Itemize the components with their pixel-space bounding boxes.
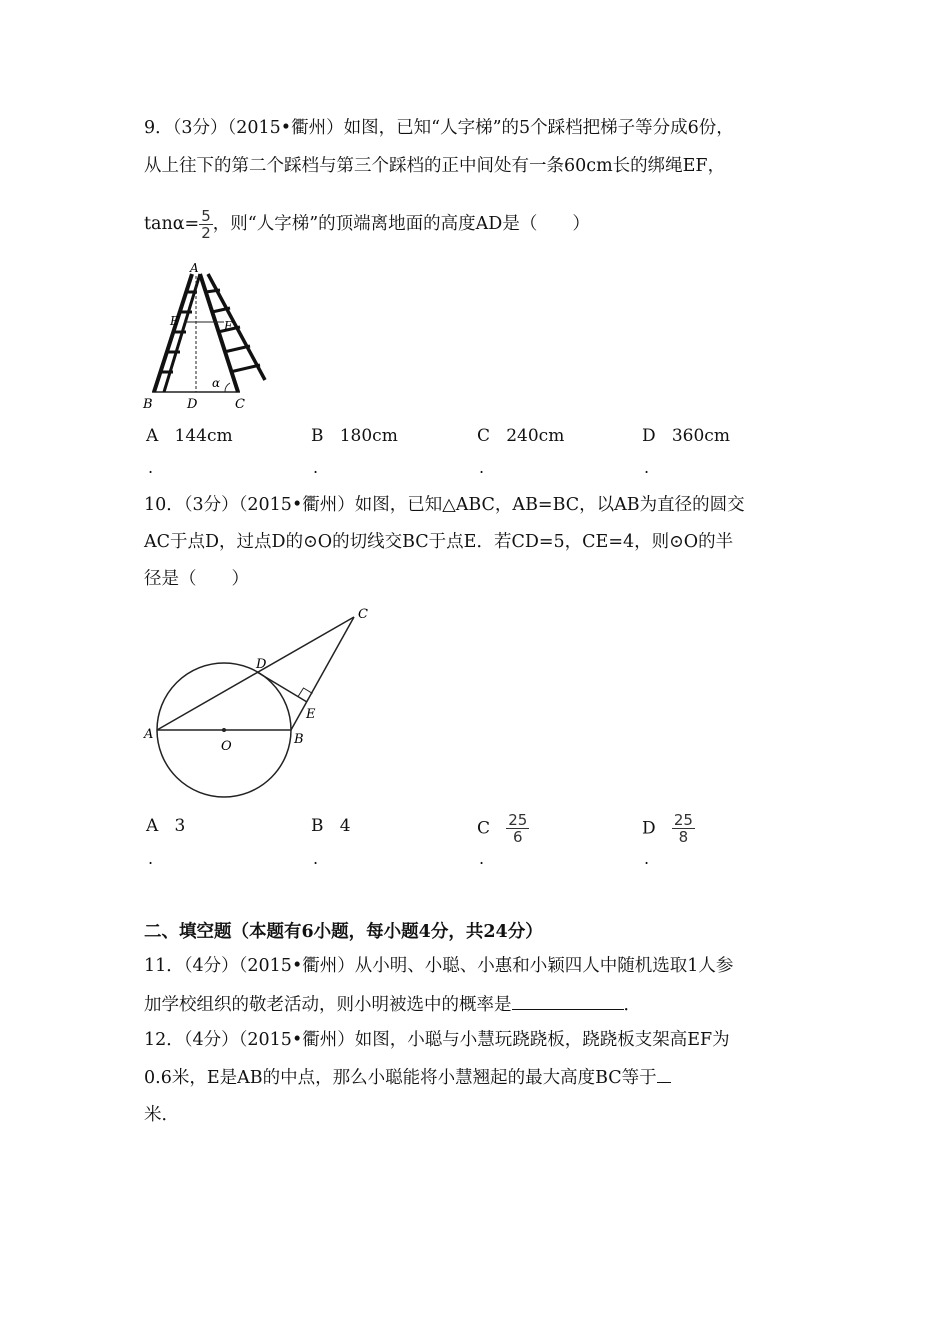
q9-dot-c: .: [479, 458, 485, 477]
q9-option-b[interactable]: [311, 426, 398, 446]
q10-option-b-letter: B: [311, 816, 324, 836]
q12-answer-blank[interactable]: [657, 1066, 671, 1083]
circle-label-B: B: [294, 732, 304, 747]
circle-label-E: E: [306, 707, 316, 722]
q9-option-d[interactable]: [642, 426, 730, 446]
q10-option-d-fraction: [672, 812, 695, 845]
q10-dot-c: .: [479, 849, 485, 868]
q12-line-2: [144, 1066, 671, 1089]
q9-option-a-letter: A: [146, 426, 159, 446]
ladder-label-A: A: [190, 262, 199, 275]
q10-line-2: AC于点D，过点D的⊙O的切线交BC于点E．若CD=5，CE=4，则⊙O的半: [144, 532, 734, 552]
q10-dot-a: .: [148, 849, 154, 868]
q9-option-b-text: 180cm: [339, 426, 398, 446]
q9-line-3: [144, 208, 590, 241]
q9-frac-num: 5: [201, 207, 211, 225]
q9-line-2: 从上往下的第二个踩档与第三个踩档的正中间处有一条60cm长的绑绳EF，: [144, 156, 726, 176]
circle-label-D: D: [256, 657, 267, 672]
ladder-label-E: E: [170, 314, 179, 328]
ladder-label-B: B: [143, 397, 153, 412]
q11-answer-blank[interactable]: [512, 993, 624, 1010]
q9-option-a-text: 144cm: [174, 426, 233, 446]
ladder-label-C: C: [235, 397, 245, 412]
q12-line-3: 米．: [144, 1105, 179, 1125]
q10-option-a-text: 3: [174, 816, 186, 836]
q9-frac-den: 2: [201, 224, 211, 242]
segment-AC: [157, 617, 354, 730]
q9-tan-fraction: [199, 208, 213, 241]
q10-circle-figure: [140, 600, 380, 805]
q9-option-c-letter: C: [477, 426, 491, 446]
q11-line-1: 11．（4分）（2015•衢州）从小明、小聪、小惠和小颖四人中随机选取1人参: [144, 956, 734, 976]
center-point-O: [222, 728, 226, 732]
circle-label-C: C: [358, 607, 368, 622]
q10-option-b-text: 4: [339, 816, 351, 836]
q10-option-d-den: 8: [678, 828, 689, 846]
q9-dot-b: .: [313, 458, 319, 477]
section-2-title: 二、填空题（本题有6小题，每小题4分，共24分）: [144, 922, 543, 942]
ladder-label-alpha: α: [212, 376, 221, 390]
q9-tan-prefix: tanα=: [144, 214, 200, 234]
q10-option-c[interactable]: [477, 812, 529, 845]
q9-dot-a: .: [148, 458, 154, 477]
q9-option-d-text: 360cm: [671, 426, 730, 446]
q10-option-d-letter: D: [642, 818, 656, 839]
q10-option-d[interactable]: [642, 812, 695, 845]
q10-option-d-num: 25: [673, 811, 693, 829]
q10-line-1: 10．（3分）（2015•衢州）如图，已知△ABC，AB=BC，以AB为直径的圆交: [144, 495, 745, 515]
segment-BC: [291, 617, 354, 730]
q11-line-2: [144, 993, 641, 1016]
q9-option-c[interactable]: [477, 426, 564, 446]
q10-dot-b: .: [313, 849, 319, 868]
q10-option-c-den: 6: [513, 828, 523, 846]
q9-option-a[interactable]: [146, 426, 233, 446]
q12-line-1: 12．（4分）（2015•衢州）如图，小聪与小慧玩跷跷板，跷跷板支架高EF为: [144, 1030, 730, 1050]
ladder-label-D: D: [187, 397, 198, 412]
q10-dot-d: .: [644, 849, 650, 868]
q9-ladder-figure: [140, 262, 275, 412]
q9-line-1: 9．（3分）（2015•衢州）如图，已知“人字梯”的5个踩档把梯子等分成6份，: [144, 118, 734, 138]
q9-option-c-text: 240cm: [506, 426, 565, 446]
q10-option-a[interactable]: [146, 816, 185, 836]
circle-label-A: A: [144, 727, 154, 742]
q10-option-b[interactable]: [311, 816, 351, 836]
q11-end: ．: [623, 995, 641, 1015]
q10-option-c-num: 25: [508, 811, 528, 829]
q10-option-a-letter: A: [146, 816, 159, 836]
q10-option-c-fraction: [506, 812, 529, 845]
q10-line-3: 径是（ ）: [144, 569, 249, 589]
q11-line-2-text: 加学校组织的敬老活动，则小明被选中的概率是: [144, 995, 512, 1015]
q9-dot-d: .: [644, 458, 650, 477]
q9-option-d-letter: D: [642, 426, 656, 446]
q9-option-b-letter: B: [311, 426, 324, 446]
q12-line-2-text: 0.6米，E是AB的中点，那么小聪能将小慧翘起的最大高度BC等于: [144, 1068, 657, 1088]
q10-option-c-letter: C: [477, 818, 491, 839]
circle-label-O: O: [221, 739, 232, 754]
ladder-label-F: F: [224, 319, 233, 333]
q9-line-3-suffix: ，则“人字梯”的顶端离地面的高度AD是（ ）: [212, 214, 590, 234]
